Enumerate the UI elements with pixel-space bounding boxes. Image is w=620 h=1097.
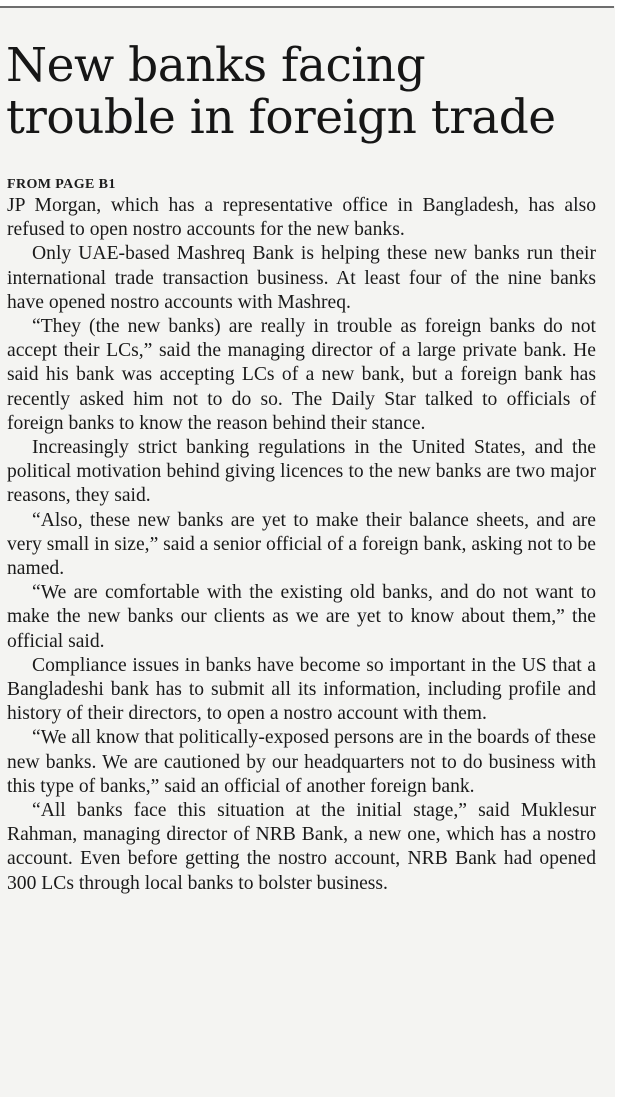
paragraph: “We all know that politically-exposed persons are in the boards of these new banks. We are cautioned by our headquarters not to do business with this type of banks,” said an official of another foreign bank.: [7, 727, 596, 797]
paragraph: “Also, these new banks are yet to make their balance sheets, and are very small in size,” said a senior official of a foreign bank, asking not to be named.: [7, 509, 596, 580]
headline: [6, 40, 606, 144]
paragraph: Increasingly strict banking regulations in the United States, and the political motivation behind giving licences to the new banks are two major reasons, they said.: [7, 437, 596, 507]
article-body: [7, 194, 596, 896]
headline-line-2: trouble in foreign trade: [6, 90, 556, 145]
paragraph: Compliance issues in banks have become so important in the US that a Bangladeshi bank has to submit all its information, including profile and history of their directors, to open a nostro account with them.: [7, 654, 596, 725]
headline-line-1: New banks facing: [6, 38, 426, 93]
paragraph: “They (the new banks) are really in trouble as foreign banks do not accept their LCs,” said the managing director of a large private bank. He said his bank was accepting LCs of a new bank, but a foreign bank has recently asked him not to do so. The Daily Star talked to officials of foreign banks to know the reason behind their stance.: [7, 316, 596, 434]
paragraph: Only UAE-based Mashreq Bank is helping these new banks run their international trade transaction business. At least four of the nine banks have opened nostro accounts with Mashreq.: [7, 243, 596, 313]
top-rule: [0, 6, 614, 8]
continued-from-label: FROM PAGE B1: [7, 177, 116, 192]
right-margin: [615, 0, 620, 1097]
paragraph: JP Morgan, which has a representative office in Bangladesh, has also refused to open nostro accounts for the new banks.: [7, 195, 596, 241]
paragraph: “All banks face this situation at the initial stage,” said Muklesur Rahman, managing director of NRB Bank, a new one, which has a nostro account. Even before getting the nostro account, NRB Bank had opened 300 LCs through local banks to bolster business.: [7, 800, 596, 894]
paragraph: “We are comfortable with the existing old banks, and do not want to make the new banks our clients as we are yet to know about them,” the official said.: [7, 582, 596, 652]
